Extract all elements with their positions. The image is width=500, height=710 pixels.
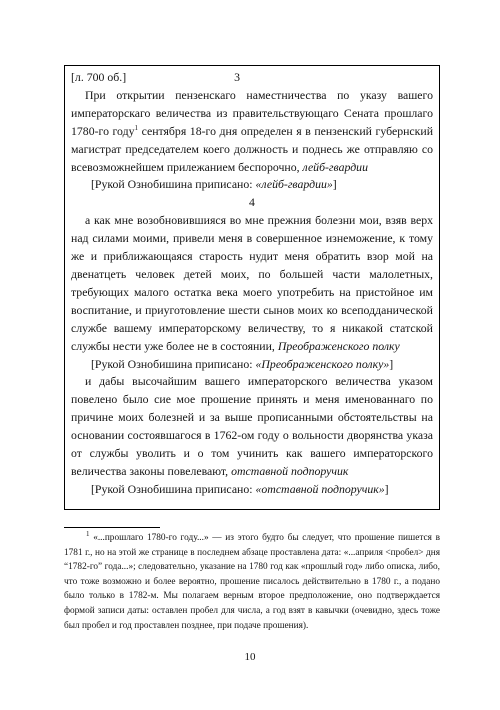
section-4-paragraph: а как мне возобновившияся во мне прежния болезни мои, взяв верх над силами моими, привели меня в совершенное изнеможение, к тому же и приближающаяся старость нудит меня обратить взор мой на двенатцеть человек детей моих, по большей части малолетных, требующих малого остатка века моего употребить на пристойное им воспитание, и приуготовление шести сынов моих ко всеподданической службе вашему императорскому величеству, то я никакой статской службы нести уже более не в состоянии, Преображенского полку [71,213,433,353]
section-3-paragraph: При открытии пензенскаго наместничества по указу вашего императорскаго величества из правительствующаго Сената прошлаго 1780-го году$^1$ сентября 18-го дня определен я в пензенский губернский магистрат председателем коего должность и поднесь же отправляю со всевозможнейшем прилежанием беспорочно, лейб-гвардии [71,87,434,174]
footnote-divider [64,527,160,528]
page-number: 10 [244,651,256,663]
section-number: 4 [249,195,255,210]
section-3-header [71,69,433,87]
marginal-insertion: отставной подпоручик [231,463,349,478]
editorial-note: [Рукой Ознобишина приписано: «отставной подпоручик»] [91,481,389,496]
section-number: 3 [234,70,241,84]
footnote-mark: 1 [86,529,90,538]
footnote-reference: 1 [134,123,139,132]
footnote-text: «...прошлаго 1780-го году...» — из этого будто бы следует, что прошение пишется в 1781 г., но на этой же странице в последнем абзаце проставлена дата: «...априля <пробел> дня “1782-го” года...»; следовательно, указание на 1780 год как «прошлый год» либо описка, либо, что тоже возможно и более вероятно, прошение писалось действительно в 1780 г., а подано было только в 1782-м. Мы полагаем верным второе предположение, оно подтверждается формой записи даты: оставлен пробел для числа, а год взят в кавычки (очевидно, здесь тоже был пробел и год проставлен позднее, при подаче прошения). [64,533,440,631]
document-frame [64,65,440,510]
editorial-note: [Рукой Ознобишина приписано: «Преображенского полку»] [91,356,394,371]
section-4-paragraph-2: и дабы высочайшим вашего императорского величества указом повелено было сие мое прошение принять и меня именованнаго по причине моих болезней и за выше прописанными обстоятельствы на основании состоявшагося в 1762-ом году о вольности дворянства указа от службы уволить и о том учинить как вашего императорского величества законы повелевают, отставной подпоручик [71,374,433,478]
folio-reference: [л. 700 об.] [71,70,127,84]
marginal-insertion: лейб-гвардии [302,159,368,174]
editorial-note: [Рукой Ознобишина приписано: «лейб-гвардии»] [91,177,337,192]
footnote [64,531,440,633]
marginal-insertion: Преображенского полку [277,338,400,353]
